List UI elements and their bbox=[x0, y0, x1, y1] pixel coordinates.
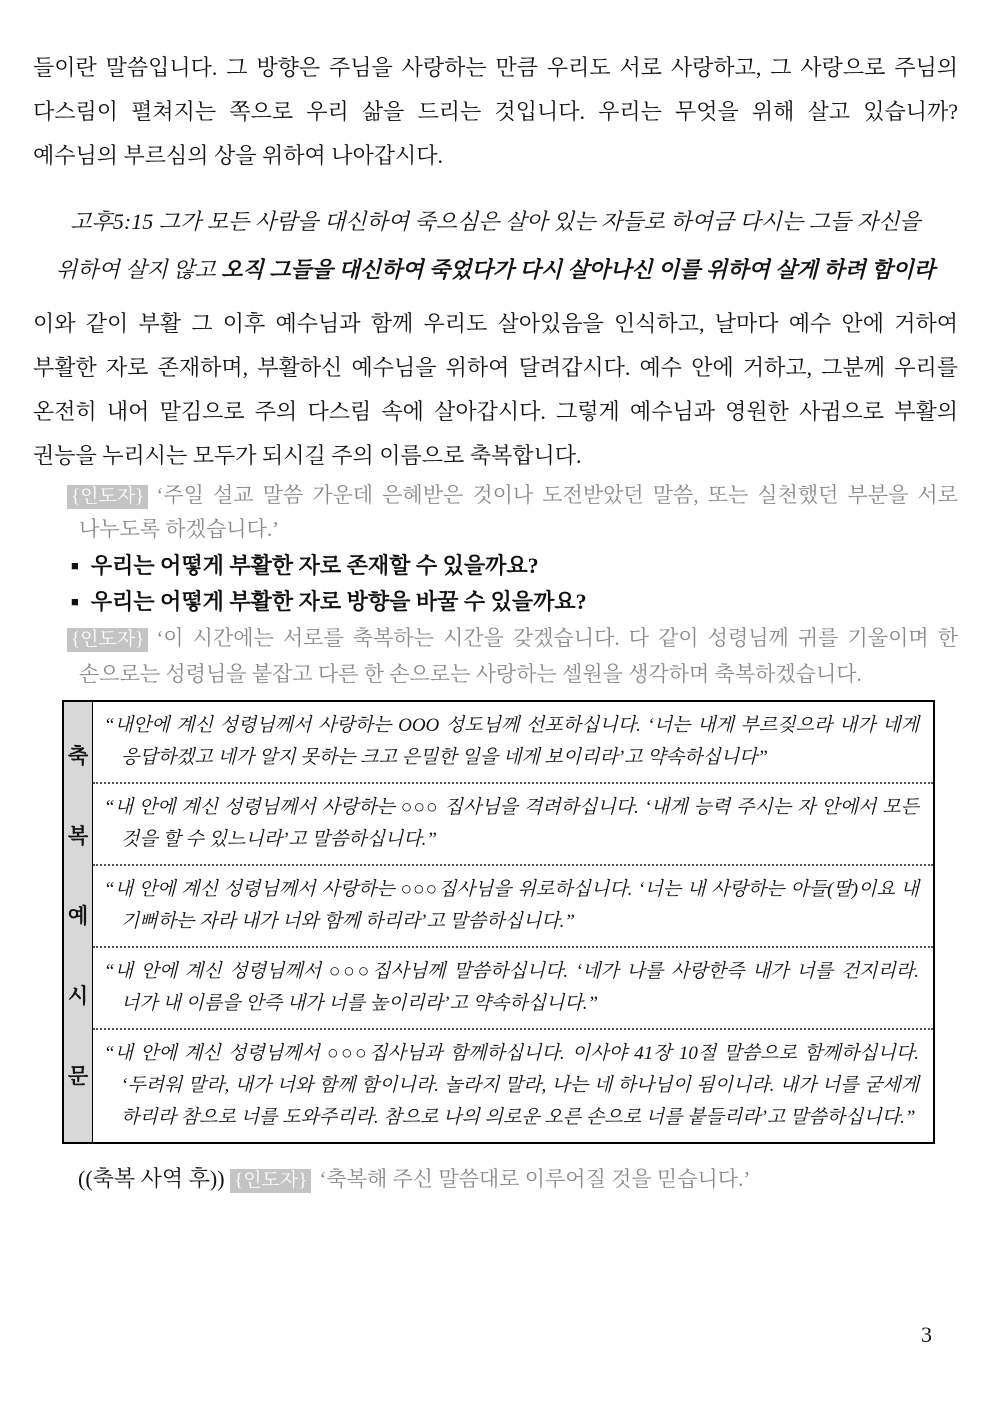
bullet-item bbox=[71, 584, 958, 620]
closing-note bbox=[33, 1162, 958, 1196]
scripture-quote-bold-text: 오직 그들을 대신하여 죽었다가 다시 살아나신 이를 위하여 살게 하려 함이라 bbox=[221, 257, 936, 282]
table-side-label: 축복예시문 bbox=[64, 702, 93, 1142]
body-paragraph-2: 이와 같이 부활 그 이후 예수님과 함께 우리도 살아있음을 인식하고, 날마다 예수 안에 거하여 부활한 자로 존재하며, 부활하신 예수님을 위하여 달려갑시다. 예수 안에 거하고, 그분께 우리를 온전히 내어 맡김으로 주의 다스림 속에 살아갑시다. 그렇게 예수님과 영원한 사귐으로 부활의 권능을 누리시는 모두가 되시길 주의 이름으로 축복합니다. bbox=[33, 311, 958, 468]
bullet-item-text: 우리는 어떻게 부활한 자로 방향을 바꿀 수 있을까요? bbox=[90, 589, 587, 614]
closing-note-text: ‘축복해 주신 말씀대로 이루어질 것을 믿습니다.’ bbox=[319, 1167, 751, 1191]
table-row: “내 안에 계신 성령님께서 사랑하는 ○○○ 집사님을 격려하십니다. ‘내게 능력 주시는 자 안에서 모든 것을 할 수 있느니라’고 말씀하십니다.” bbox=[93, 782, 933, 864]
leader-badge: {인도자} bbox=[67, 485, 148, 509]
bullet-item bbox=[71, 548, 958, 584]
closing-note-prefix: ((축복 사역 후)) bbox=[78, 1166, 225, 1191]
leader-note-1 bbox=[33, 478, 958, 546]
scripture-quote bbox=[47, 198, 944, 294]
leader-badge: {인도자} bbox=[230, 1169, 311, 1193]
leader-badge: {인도자} bbox=[67, 628, 148, 652]
scripture-quote-reference-text: 고후5:15 그가 모든 사람을 대신하여 죽으심은 살아 있는 자들로 하여금 다시는 그들 자신을 위하여 살지 않고 bbox=[55, 209, 921, 282]
blessing-example-table bbox=[62, 700, 935, 1144]
question-bullet-list bbox=[33, 548, 958, 620]
leader-note-2-text: ‘이 시간에는 서로를 축복하는 시간을 갖겠습니다. 다 같이 성령님께 귀를 기울이며 한 손으로는 성령님을 붙잡고 다른 한 손으로는 사랑하는 셀원을 생각하며 축복하겠습니다. bbox=[79, 626, 958, 686]
table-row: “내 안에 계신 성령님께서 ○○○집사님께 말씀하십니다. ‘네가 나를 사랑한즉 내가 너를 건지리라. 너가 내 이름을 안즉 내가 너를 높이리라’고 약속하십니다.” bbox=[93, 946, 933, 1028]
square-bullet-icon: ■ bbox=[71, 558, 79, 573]
square-bullet-icon: ■ bbox=[71, 594, 79, 609]
table-rows bbox=[93, 702, 933, 1142]
leader-note-1-text: ‘주일 설교 말씀 가운데 은혜받은 것이나 도전받았던 말씀, 또는 실천했던 부분을 서로 나누도록 하겠습니다.’ bbox=[79, 483, 958, 541]
leader-note-2 bbox=[33, 620, 958, 692]
page-number: 3 bbox=[921, 1322, 932, 1347]
table-row: “내 안에 계신 성령님께서 ○○○집사님과 함께하십니다. 이사야 41장 10절 말씀으로 함께하십니다. ‘두려워 말라, 내가 너와 함께 함이니라. 놀라지 말라, 나는 네 하나님이 됨이니라. 내가 너를 굳세게 하리라 참으로 너를 도와주리라. 참으로 나의 의로운 오른 손으로 너를 붙들리라’고 말씀하십니다.” bbox=[93, 1028, 933, 1142]
body-paragraph-1: 들이란 말씀입니다. 그 방향은 주님을 사랑하는 만큼 우리도 서로 사랑하고, 그 사랑으로 주님의 다스림이 펼쳐지는 쪽으로 우리 삶을 드리는 것입니다. 우리는 무엇을 위해 살고 있습니까? 예수님의 부르심의 상을 위하여 나아갑시다. bbox=[33, 55, 958, 168]
table-row: “내안에 계신 성령님께서 사랑하는 OOO 성도님께 선포하십니다. ‘너는 내게 부르짖으라 내가 네게 응답하겠고 네가 알지 못하는 크고 은밀한 일을 네게 보이리라’고 약속하십니다” bbox=[104, 715, 919, 768]
bullet-item-text: 우리는 어떻게 부활한 자로 존재할 수 있을까요? bbox=[90, 553, 539, 578]
table-row: “내 안에 계신 성령님께서 사랑하는 ○○○집사님을 위로하십니다. ‘너는 내 사랑하는 아들(딸)이요 내 기뻐하는 자라 내가 너와 함께 하리라’고 말씀하십니다.” bbox=[93, 864, 933, 946]
